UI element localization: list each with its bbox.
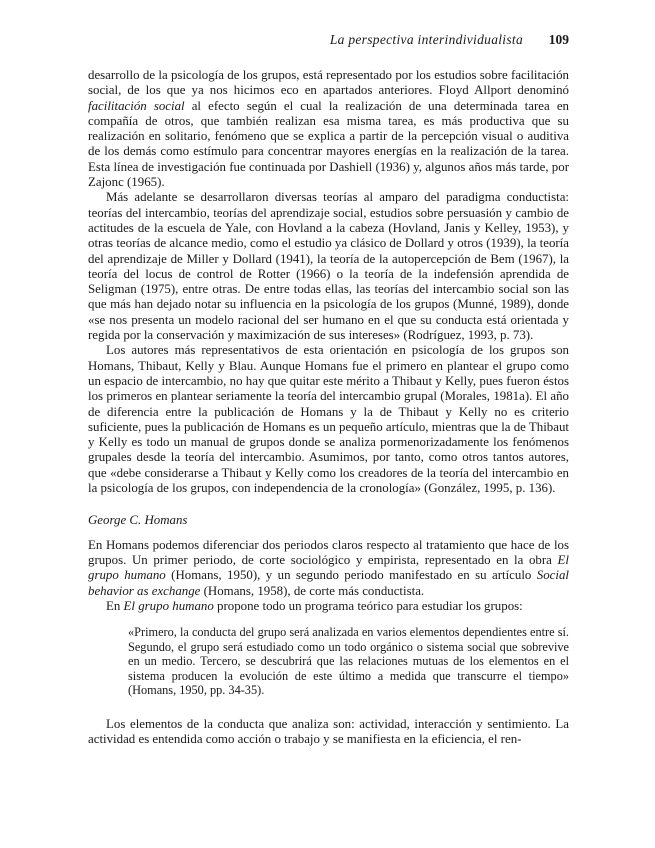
block-quote [88,625,569,698]
article-title: Social behavior as exchange [88,568,569,598]
paragraph-program: En El grupo humano propone todo un programa teórico para estudiar los grupos: [106,598,523,613]
running-title: La perspectiva interindividualista [329,32,523,47]
paragraph-behaviorist-theories: Más adelante se desarrollaron diversas teorías al amparo del paradigma conductista: teorías del intercambio, teorías del aprendizaje social, estudios sobre persuasión y cambio de actitudes de la escuela de Yale, con Hovland a la cabeza (Hovland, Janis y Kelley, 1953), y otras teorías de alcance medio, como el estudio ya clásico de Dollard y otros (1939), la teoría del aprendizaje de Miller y Dollard (1941), la teoría de la autopercepción de Bem (1967), la teoría del locus de control de Rotter (1966) o la teoría de la indefensión aprendida de Seligman (1975), entre otras. De entre todas ellas, las teorías del intercambio social son las que más han dejado notar su influencia en la psicología de los grupos (Munné, 1989), donde «se nos presenta un modelo racional del ser humano en el que su conducta está orientada y regida por la conservación y maximización de sus intereses» (Rodríguez, 1993, p. 73). [88,190,569,343]
paragraph-facilitation: desarrollo de la psicología de los grupos, está representado por los estudios sobre facilitación social, de los que ya nos hicimos eco en apartados anteriores. Floyd Allport denominó facilitación social al efecto según el cual la realización de una determinada tarea en compañía de otros, que también realizan esa misma tarea, es más productiva que su realización en solitario, fenómeno que se explica a partir de la percepción visual o auditiva de los demás como estímulo para concentrar mayores energías en la realización de la tarea. Esta línea de investigación fue continuada por Dashiell (1936) y, algunos años más tarde, por Zajonc (1965). [88,68,569,190]
section-heading: George C. Homans [88,513,188,528]
quote-text: «Primero, la conducta del grupo será analizada en varios elementos dependientes entre sí. Segundo, el grupo será estudiado como un todo orgánico o sistema social que sobrevive en un medio. Tercero, se descubrirá que las relaciones mutuas de los elementos en el sistema producen la evolución de este último a medida que transcurre el tiempo» (Homans, 1950, pp. 34-35). [128,625,569,698]
running-header [88,32,569,52]
page-number: 109 [548,32,569,47]
paragraph-exchange-authors: Los autores más representativos de esta orientación en psicología de los grupos son Homans, Thibaut, Kelly y Blau. Aunque Homans fue el primero en plantear el grupo como un espacio de intercambio, no hay que quitar este mérito a Thibaut y Kelly, pues fueron éstos los primeros en plantear seriamente la teoría del intercambio grupal (Morales, 1981a). El año de diferencia entre la publicación de Homans y la de Thibaut y Kelly no es criterio suficiente, pues la publicación de Homans es un pequeño artículo, mientras que la de Thibaut y Kelly es todo un manual de grupos donde se analiza pormenorizadamente los fenómenos grupales desde la teoría del intercambio. Asumimos, por tanto, como otros tantos autores, que «debe considerarse a Thibaut y Kelly como los creadores de la teoría del intercambio en la psicología de los grupos, con independencia de la cronología» (González, 1995, p. 136). [88,343,569,496]
paragraph-behavior-elements: Los elementos de la conducta que analiza son: actividad, interacción y sentimiento. La actividad es entendida como acción o trabajo y se manifiesta en la eficiencia, el ren- [88,717,569,747]
term-facilitacion-social: facilitación social [88,98,185,113]
work-title: El grupo humano [123,598,214,613]
body-text [88,68,569,748]
work-title: El grupo humano [88,552,569,583]
paragraph-homans-periods: En Homans podemos diferenciar dos periodos claros respecto al tratamiento que hace de los grupos. Un primer periodo, de corte sociológico y empirista, representado en la obra El grupo humano (Homans, 1950), y un segundo periodo manifestado en su artículo Social behavior as exchange (Homans, 1958), de corte más conductista. [88,537,569,598]
